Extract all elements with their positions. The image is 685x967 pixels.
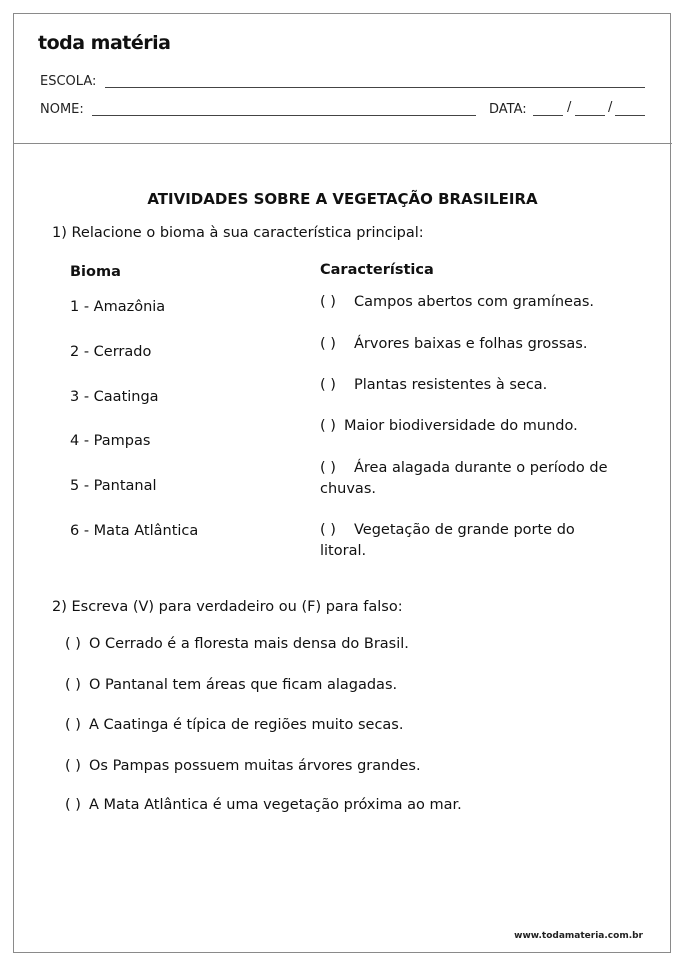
answer-blank[interactable]: ( ): [65, 677, 81, 693]
answer-blank[interactable]: ( ): [65, 717, 81, 733]
characteristic-text: Plantas resistentes à seca.: [354, 377, 548, 393]
characteristic-text: Campos abertos com gramíneas.: [354, 294, 595, 310]
characteristic-item: [320, 458, 610, 500]
characteristic-item: [320, 375, 620, 396]
biome-item: 5 - Pantanal: [70, 478, 157, 494]
question-2-prompt: 2) Escreva (V) para verdadeiro ou (F) para falso:: [52, 599, 403, 615]
logo: toda matéria: [38, 32, 171, 54]
true-false-item: [65, 717, 403, 733]
characteristic-text: Área alagada durante o período de chuvas.: [320, 460, 608, 497]
footer-url: www.todamateria.com.br: [514, 931, 643, 941]
characteristic-text: Vegetação de grande porte do litoral.: [320, 522, 575, 559]
question-1-prompt: 1) Relacione o bioma à sua característica principal:: [52, 225, 424, 241]
school-label: ESCOLA:: [40, 74, 97, 89]
date-label: DATA:: [489, 102, 527, 117]
answer-blank[interactable]: ( ): [320, 336, 336, 352]
statement-text: A Caatinga é típica de regiões muito secas.: [89, 717, 404, 733]
statement-text: A Mata Atlântica é uma vegetação próxima ao mar.: [89, 797, 462, 813]
date-year-line: [615, 115, 645, 116]
answer-blank[interactable]: ( ): [320, 294, 336, 310]
date-month-line: [575, 115, 605, 116]
characteristic-item: [320, 416, 620, 437]
true-false-item: [65, 677, 397, 693]
answer-blank[interactable]: ( ): [320, 418, 336, 434]
date-separator: /: [567, 100, 572, 115]
characteristic-item: [320, 520, 610, 562]
biome-column-header: Bioma: [70, 264, 121, 280]
date-separator: /: [608, 100, 613, 115]
statement-text: O Pantanal tem áreas que ficam alagadas.: [89, 677, 398, 693]
name-label: NOME:: [40, 102, 84, 117]
statement-text: Os Pampas possuem muitas árvores grandes.: [89, 758, 421, 774]
true-false-item: [65, 797, 462, 813]
biome-item: 6 - Mata Atlântica: [70, 523, 199, 539]
name-line: [92, 115, 476, 116]
answer-blank[interactable]: ( ): [320, 460, 336, 476]
answer-blank[interactable]: ( ): [65, 636, 81, 652]
characteristic-item: [320, 334, 620, 355]
page-title: ATIVIDADES SOBRE A VEGETAÇÃO BRASILEIRA: [147, 190, 538, 208]
characteristic-text: Maior biodiversidade do mundo.: [344, 418, 578, 434]
characteristic-item: [320, 292, 620, 313]
biome-item: 2 - Cerrado: [70, 344, 152, 360]
characteristic-text: Árvores baixas e folhas grossas.: [354, 336, 588, 352]
date-day-line: [533, 115, 563, 116]
biome-item: 3 - Caatinga: [70, 389, 159, 405]
characteristic-column-header: Característica: [320, 262, 434, 278]
biome-item: 4 - Pampas: [70, 433, 151, 449]
school-line: [105, 87, 645, 88]
answer-blank[interactable]: ( ): [65, 758, 81, 774]
true-false-item: [65, 758, 421, 774]
true-false-item: [65, 636, 409, 652]
answer-blank[interactable]: ( ): [320, 522, 336, 538]
answer-blank[interactable]: ( ): [65, 797, 81, 813]
answer-blank[interactable]: ( ): [320, 377, 336, 393]
biome-item: 1 - Amazônia: [70, 299, 166, 315]
header-divider: [13, 143, 672, 144]
statement-text: O Cerrado é a floresta mais densa do Brasil.: [89, 636, 409, 652]
